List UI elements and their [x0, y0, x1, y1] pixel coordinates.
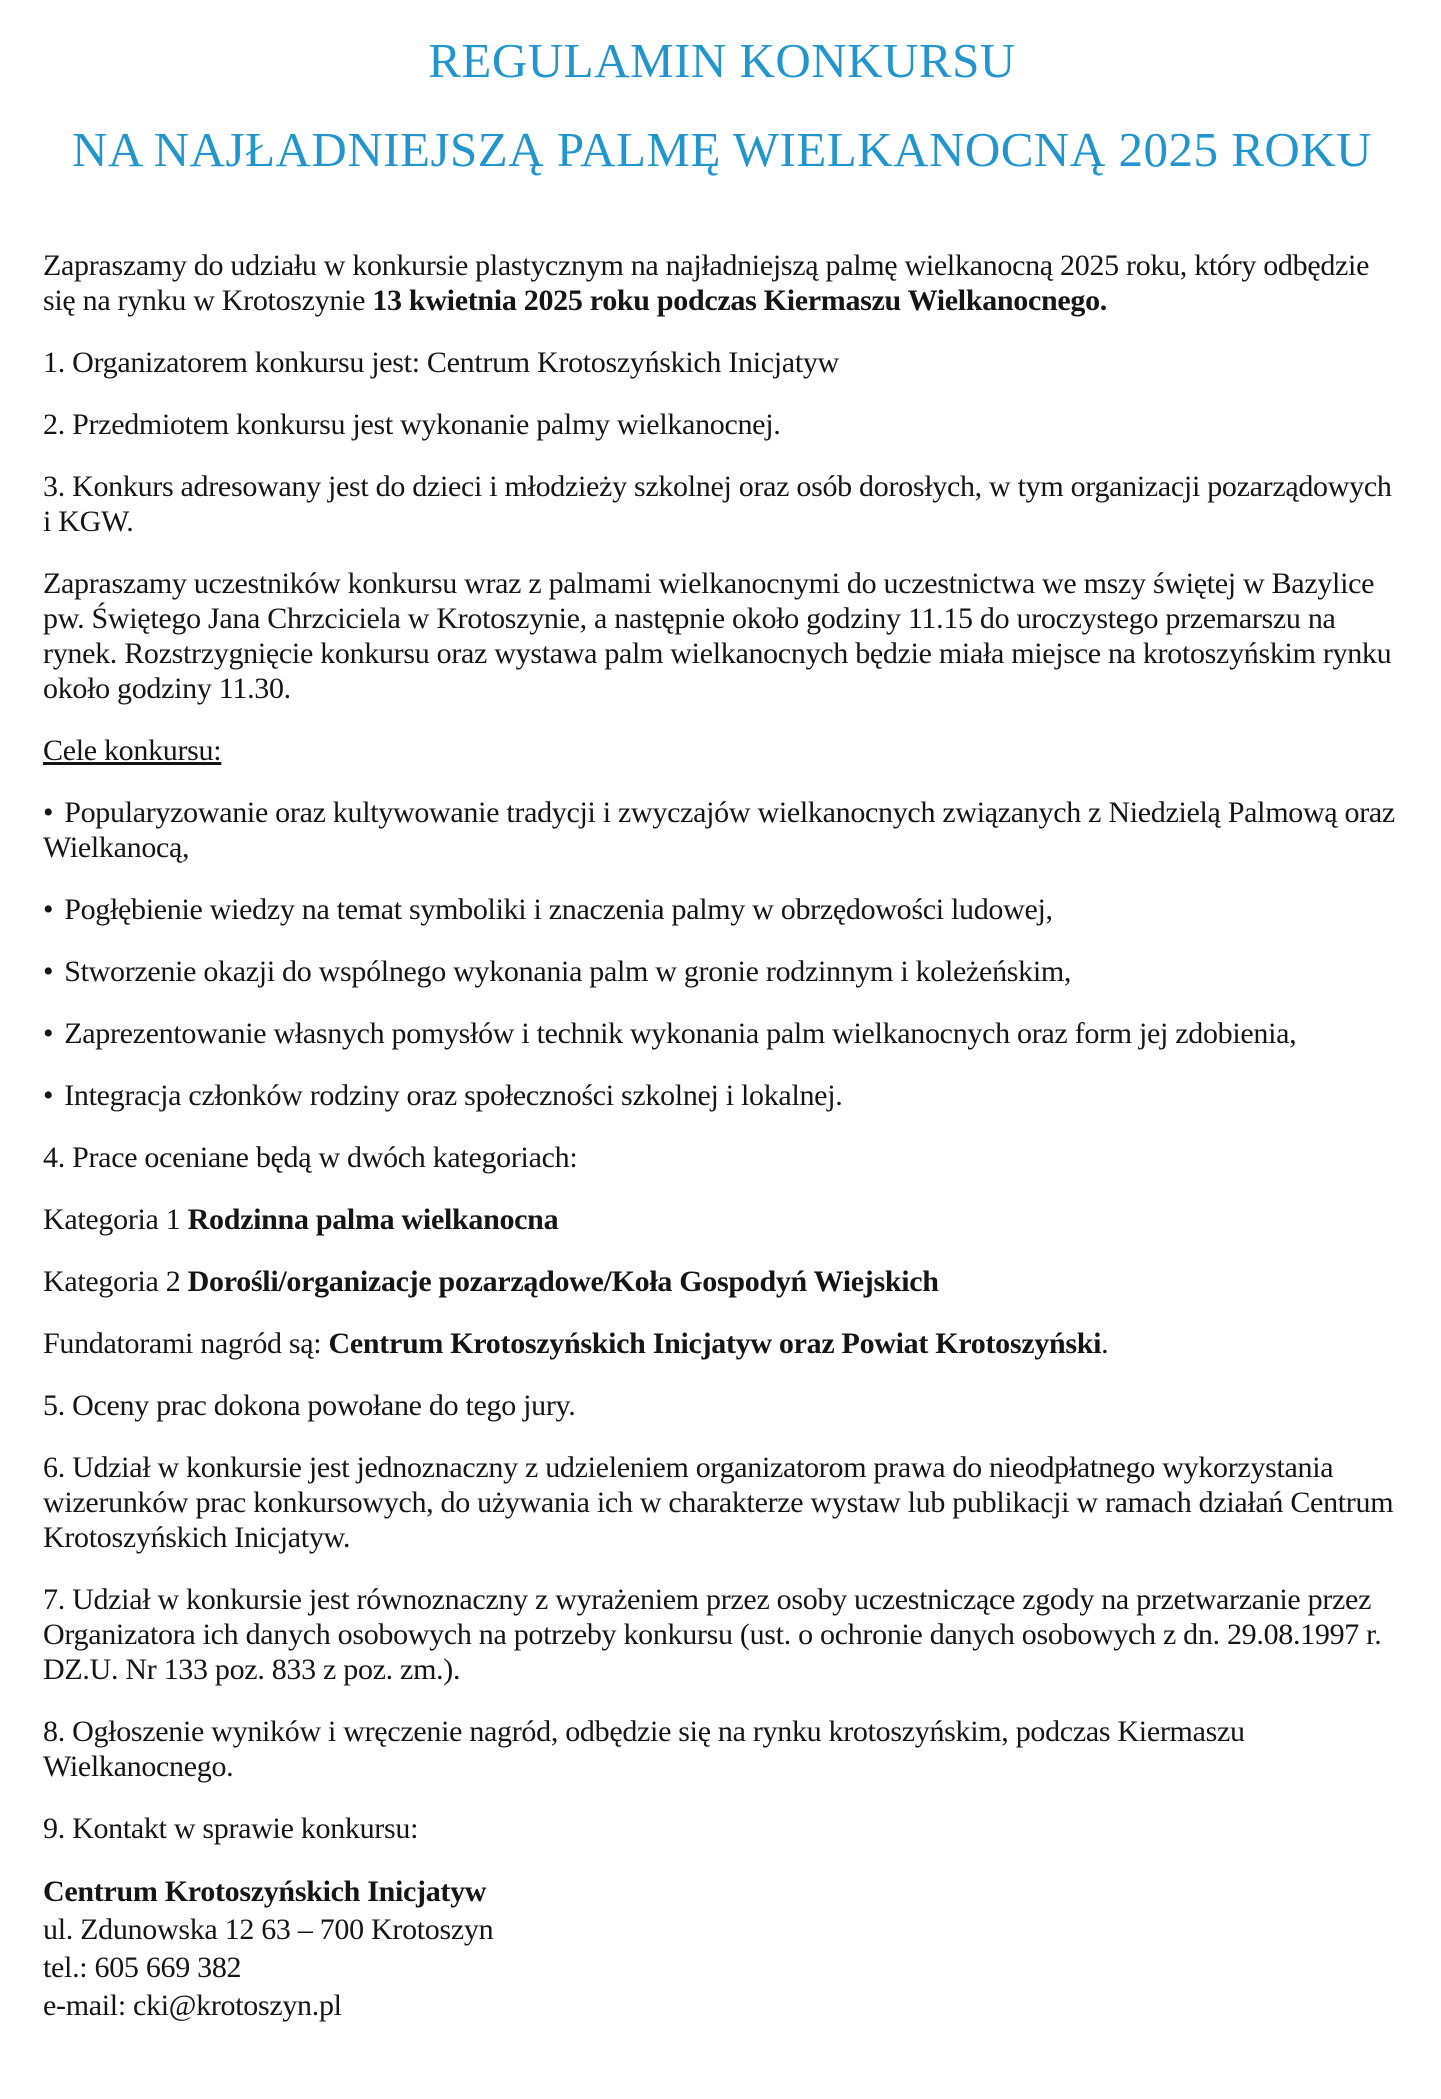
goal-text: Integracja członków rodziny oraz społeczności szkolnej i lokalnej. — [64, 1079, 843, 1112]
intro-text: Zapraszamy do udziału w konkursie plastycznym na najładniejszą palmę wielkanocną 2025 roku, który odbędzie się na rynku w Krotoszynie — [43, 249, 1370, 317]
goal-item-5 — [43, 1078, 1401, 1113]
goal-item-2 — [43, 892, 1401, 927]
bullet-icon: • — [43, 893, 54, 926]
intro-date-bold: 13 kwietnia 2025 roku podczas Kiermaszu Wielkanocnego. — [372, 284, 1108, 317]
contact-name: Centrum Krotoszyńskich Inicjatyw — [43, 1875, 487, 1908]
category-2-value: Dorośli/organizacje pozarządowe/Koła Gospodyń Wiejskich — [187, 1265, 939, 1298]
category-2-line — [43, 1264, 1401, 1299]
numbered-item-8: 8. Ogłoszenie wyników i wręczenie nagród, odbędzie się na rynku krotoszyńskim, podczas Kiermaszu Wielkanocnego. — [43, 1715, 1245, 1783]
numbered-item-3: 3. Konkurs adresowany jest do dzieci i młodzieży szkolnej oraz osób dorosłych, w tym organizacji pozarządowych i KGW. — [43, 470, 1392, 538]
goal-item-1 — [43, 795, 1401, 865]
bullet-icon: • — [43, 1017, 54, 1050]
document-title-line2: NA NAJŁADNIEJSZĄ PALMĘ WIELKANOCNĄ 2025 ROKU — [71, 122, 1373, 177]
category-1-line — [43, 1202, 1401, 1237]
goal-text: Zaprezentowanie własnych pomysłów i technik wykonania palm wielkanocnych oraz form jej zdobienia, — [64, 1017, 1297, 1050]
contact-block — [43, 1873, 1401, 2025]
goal-text: Pogłębienie wiedzy na temat symboliki i znaczenia palmy w obrzędowości ludowej, — [64, 893, 1053, 926]
numbered-item-4: 4. Prace oceniane będą w dwóch kategoriach: — [43, 1141, 578, 1174]
goal-text: Popularyzowanie oraz kultywowanie tradycji i zwyczajów wielkanocnych związanych z Niedzielą Palmową oraz Wielkanocą, — [43, 796, 1395, 864]
goals-heading: Cele konkursu: — [43, 734, 222, 767]
sponsors-intro: Fundatorami nagród są: — [43, 1327, 329, 1360]
sponsors-names-bold: Centrum Krotoszyńskich Inicjatyw oraz Powiat Krotoszyński — [328, 1327, 1102, 1360]
category-2-label: Kategoria 2 — [43, 1265, 188, 1298]
goal-item-3 — [43, 954, 1401, 989]
document-title-line1: REGULAMIN KONKURSU — [428, 33, 1016, 88]
category-1-label: Kategoria 1 — [43, 1203, 188, 1236]
sponsors-line — [43, 1326, 1401, 1361]
numbered-item-1: 1. Organizatorem konkursu jest: Centrum Krotoszyńskich Inicjatyw — [43, 346, 839, 379]
goal-item-4 — [43, 1016, 1401, 1051]
goal-text: Stworzenie okazji do wspólnego wykonania palm w gronie rodzinnym i koleżeńskim, — [64, 955, 1072, 988]
bullet-icon: • — [43, 955, 54, 988]
bullet-icon: • — [43, 1079, 54, 1112]
contact-phone: tel.: 605 669 382 — [43, 1951, 242, 1984]
numbered-item-6: 6. Udział w konkursie jest jednoznaczny z udzieleniem organizatorom prawa do nieodpłatnego wykorzystania wizerunków prac konkursowych, do używania ich w charakterze wystaw lub publikacji w ramach działań Centrum Krotoszyńskich Inicjatyw. — [43, 1451, 1394, 1554]
numbered-item-5: 5. Oceny prac dokona powołane do tego jury. — [43, 1389, 576, 1422]
paragraph-invitation: Zapraszamy uczestników konkursu wraz z palmami wielkanocnymi do uczestnictwa we mszy świętej w Bazylice pw. Świętego Jana Chrzciciela w Krotoszynie, a następnie około godziny 11.15 do uroczystego przemarszu na rynek. Rozstrzygnięcie konkursu oraz wystawa palm wielkanocnych będzie miała miejsce na krotoszyńskim rynku około godziny 11.30. — [43, 567, 1392, 705]
sponsors-period: . — [1101, 1327, 1109, 1360]
numbered-item-2: 2. Przedmiotem konkursu jest wykonanie palmy wielkanocnej. — [43, 408, 781, 441]
bullet-icon: • — [43, 796, 54, 829]
category-1-value: Rodzinna palma wielkanocna — [187, 1203, 559, 1236]
paragraph-intro — [43, 248, 1401, 318]
contact-address: ul. Zdunowska 12 63 – 700 Krotoszyn — [43, 1913, 494, 1946]
contact-email: e-mail: cki@krotoszyn.pl — [43, 1989, 342, 2022]
numbered-item-7: 7. Udział w konkursie jest równoznaczny z wyrażeniem przez osoby uczestniczące zgody na przetwarzanie przez Organizatora ich danych osobowych na potrzeby konkursu (ust. o ochronie danych osobowych z dn. 29.08.1997 r. DZ.U. Nr 133 poz. 833 z poz. zm.). — [43, 1583, 1382, 1686]
numbered-item-9: 9. Kontakt w sprawie konkursu: — [43, 1812, 419, 1845]
